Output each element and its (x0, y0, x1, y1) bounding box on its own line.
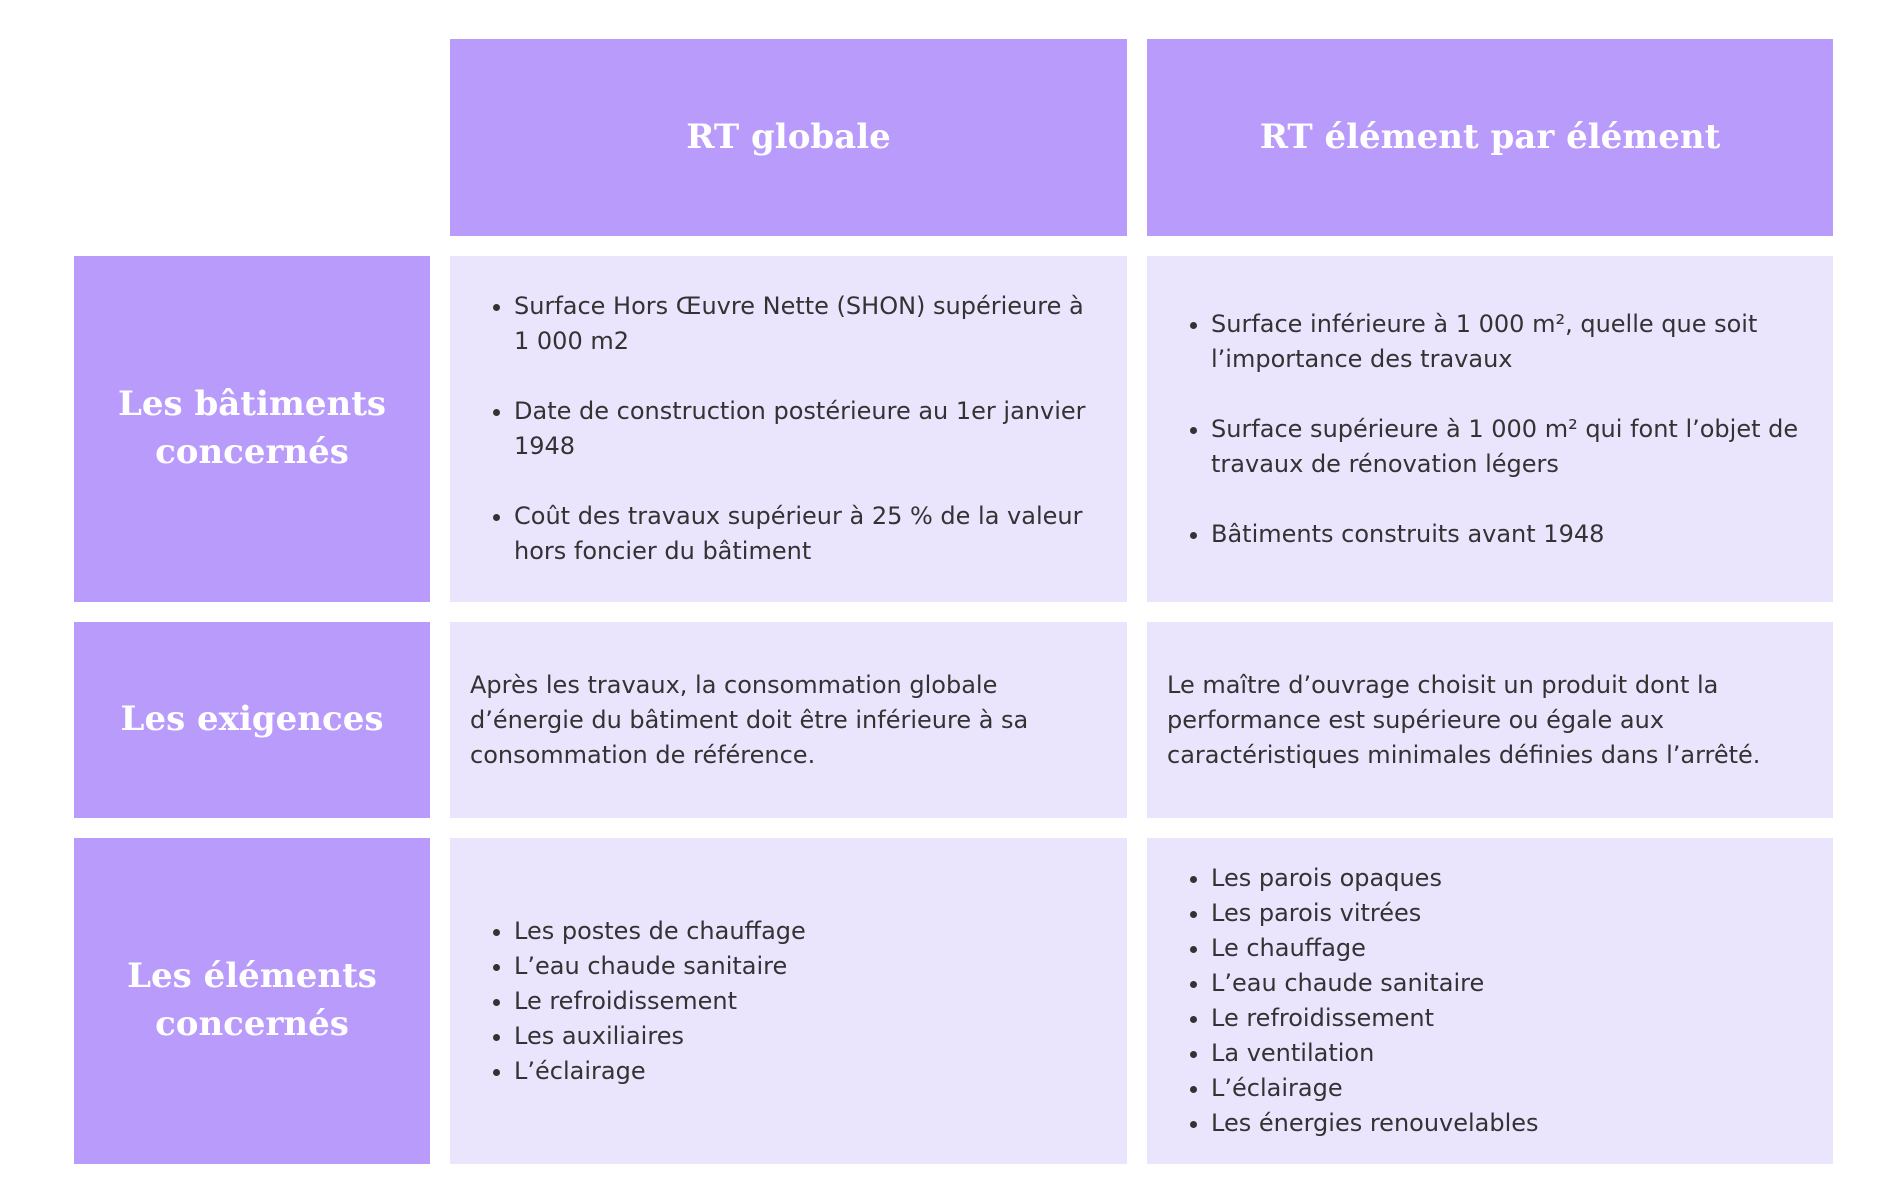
cell-elements-element (1147, 838, 1833, 1164)
requirement-text: Après les travaux, la consommation globale d’énergie du bâtiment doit être inférieure à sa consommation de référence. (470, 670, 1029, 769)
list-item: • Les parois vitrées (1211, 896, 1539, 931)
list-item: • L’eau chaude sanitaire (1211, 966, 1539, 1001)
list-item: • Bâtiments construits avant 1948 (1211, 517, 1803, 552)
list-item: • La ventilation (1211, 1036, 1539, 1071)
list-item: • Le refroidissement (1211, 1001, 1539, 1036)
criteria-list (450, 289, 1127, 569)
list-item: • L’éclairage (514, 1054, 806, 1089)
list-item: • Le chauffage (1211, 931, 1539, 966)
corner-cell (74, 39, 430, 236)
comparison-table (74, 39, 1833, 1164)
list-item: • Surface inférieure à 1 000 m², quelle que soit l’importance des travaux (1211, 307, 1803, 377)
list-item: • Les énergies renouvelables (1211, 1106, 1539, 1141)
row-header-exigences: Les exigences (74, 622, 430, 818)
list-item: • L’eau chaude sanitaire (514, 949, 806, 984)
row-header-elements: Les éléments concernés (74, 838, 430, 1164)
elements-list (1147, 861, 1569, 1141)
list-item: • Surface supérieure à 1 000 m² qui font l’objet de travaux de rénovation légers (1211, 412, 1803, 482)
list-item: • Les postes de chauffage (514, 914, 806, 949)
cell-exigences-globale (450, 622, 1127, 818)
cell-exigences-element (1147, 622, 1833, 818)
elements-list (450, 914, 836, 1089)
list-item: • L’éclairage (1211, 1071, 1539, 1106)
cell-elements-globale (450, 838, 1127, 1164)
list-item: • Coût des travaux supérieur à 25 % de la valeur hors foncier du bâtiment (514, 499, 1097, 569)
column-header-rt-globale: RT globale (450, 39, 1127, 236)
list-item: • Les auxiliaires (514, 1019, 806, 1054)
column-header-rt-element: RT élément par élément (1147, 39, 1833, 236)
list-item: • Le refroidissement (514, 984, 806, 1019)
cell-batiments-element (1147, 256, 1833, 602)
list-item: • Les parois opaques (1211, 861, 1539, 896)
criteria-list (1147, 307, 1833, 552)
requirement-text: Le maître d’ouvrage choisit un produit dont la performance est supérieure ou égale aux caractéristiques minimales définies dans l’arrêté. (1167, 670, 1761, 769)
list-item: • Surface Hors Œuvre Nette (SHON) supérieure à 1 000 m2 (514, 289, 1097, 359)
list-item: • Date de construction postérieure au 1er janvier 1948 (514, 394, 1097, 464)
cell-batiments-globale (450, 256, 1127, 602)
row-header-batiments: Les bâtiments concernés (74, 256, 430, 602)
